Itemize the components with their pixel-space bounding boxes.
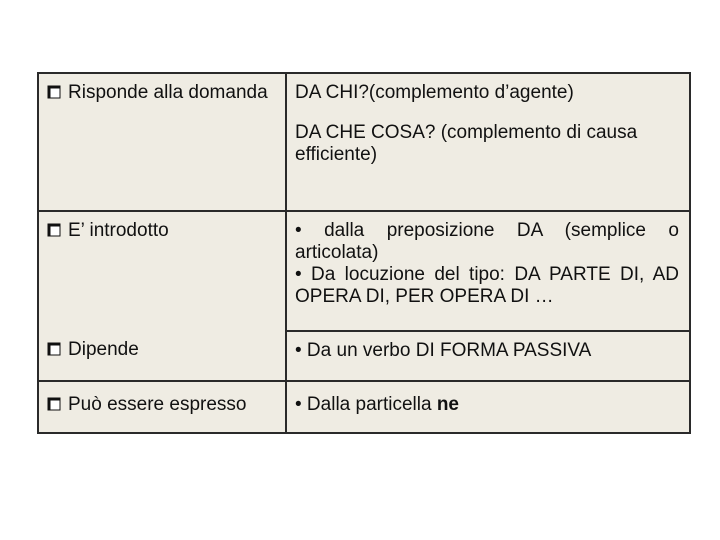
table-cell-right: [286, 331, 690, 381]
checkbox-bullet-icon: [47, 397, 62, 411]
checkbox-bullet-icon: [47, 85, 62, 99]
table-cell-right: [286, 211, 690, 331]
table-row: [38, 331, 690, 381]
answer-what: DA CHE COSA? (complemento di causa efficiente): [295, 122, 638, 165]
introduced-locution: • Da locuzione del tipo: DA PARTE DI, AD OPERA DI, PER OPERA DI …: [295, 264, 679, 307]
checkbox-bullet-icon: [47, 223, 62, 237]
table-row: [38, 211, 690, 331]
answer-who: DA CHI?(complemento d’agente): [295, 82, 574, 103]
table-cell-right: [286, 73, 690, 211]
particle-ne: ne: [436, 394, 460, 415]
paragraph-spacer: [295, 104, 679, 122]
introduced-label: E’ introdotto: [68, 220, 169, 241]
table-cell-left: [38, 73, 286, 211]
table-row: [38, 381, 690, 433]
table-row: [38, 73, 690, 211]
expressed-label: Può essere espresso: [68, 394, 247, 415]
checkbox-bullet-icon: [47, 342, 62, 356]
question-label: Risponde alla domanda: [68, 82, 268, 103]
introduced-preposition: • dalla preposizione DA (semplice o articolata): [295, 220, 679, 263]
depends-value: • Da un verbo DI FORMA PASSIVA: [295, 340, 592, 361]
complement-table: [37, 72, 691, 434]
depends-label: Dipende: [68, 339, 139, 360]
table-cell-left: [38, 211, 286, 331]
table-cell-left: [38, 331, 286, 381]
table-cell-right: [286, 381, 690, 433]
expressed-value: • Dalla particella: [295, 394, 437, 415]
table-cell-left: [38, 381, 286, 433]
